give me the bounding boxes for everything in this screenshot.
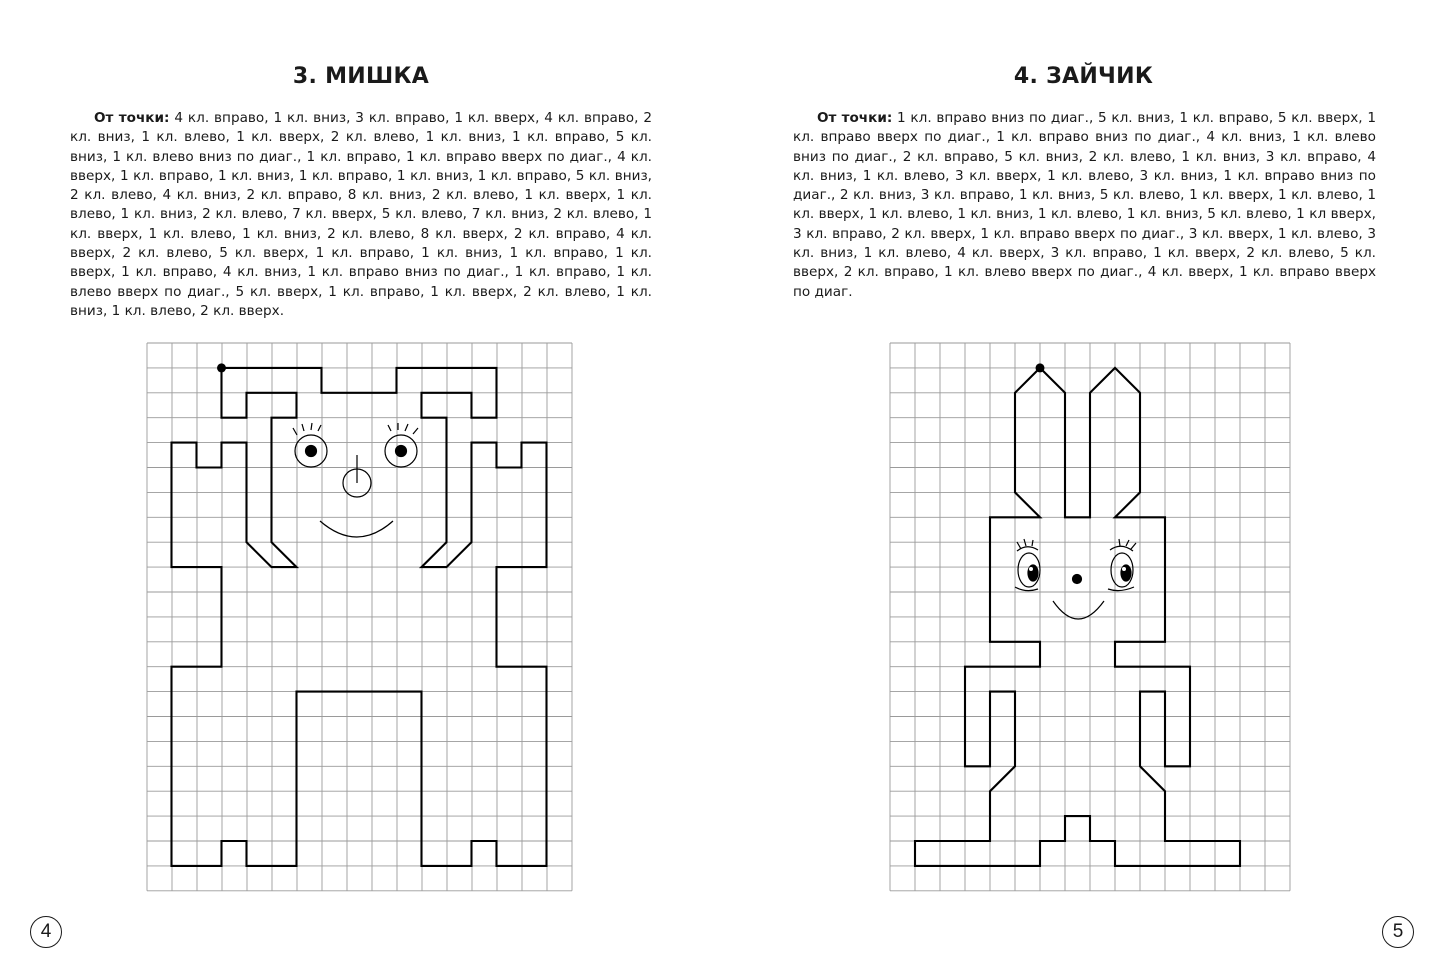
start-point-dot	[217, 363, 226, 372]
instructions	[793, 109, 1376, 302]
right-eye-icon	[1108, 539, 1136, 591]
instructions	[70, 109, 652, 321]
instructions-body: 1 кл. вправо вниз по диаг., 5 кл. вниз, 1 кл. вправо, 5 кл. вверх, 1 кл. вправо вверх по диаг., 1 кл. вправо вниз по диаг., 4 кл. вниз, 1 кл. влево вниз по диаг., 2 кл. вправо, 5 кл. вниз, 2 кл. влево, 1 кл. вниз, 3 кл. вправо, 4 кл. вниз, 1 кл. влево, 3 кл. вверх, 1 кл. влево, 3 кл. вниз, 1 кл. вправо вниз по диаг., 2 кл. вниз, 3 кл. вправо, 1 кл. вниз, 5 кл. влево, 1 кл. вверх, 1 кл. влево, 1 кл. вверх, 1 кл. влево, 1 кл. вниз, 1 кл. влево, 1 кл. вниз, 5 кл. влево, 1 кл вверх, 3 кл. вправо, 2 кл. вверх, 1 кл. вправо вверх по диаг., 3 кл. вверх, 1 кл. влево, 3 кл. вниз, 1 кл. влево, 4 кл. вверх, 3 кл. вправо, 1 кл. вверх, 2 кл. влево, 5 кл. вверх, 2 кл. вправо, 1 кл. влево вверх по диаг., 4 кл. вверх, 1 кл. вправо вверх по диаг.	[793, 110, 1377, 300]
smile-mouth	[1053, 601, 1104, 619]
page-title: 4. ЗАЙЧИК	[1013, 64, 1154, 89]
page-left	[0, 0, 722, 972]
instructions-lead: От точки:	[94, 110, 170, 126]
right-eye-icon	[385, 423, 418, 467]
page-title: 3. МИШКА	[292, 64, 430, 89]
bear-drawing-grid	[147, 343, 571, 891]
start-point-dot	[1036, 363, 1045, 372]
left-eye-icon	[1015, 539, 1040, 591]
bear-face	[293, 423, 418, 537]
page-number: 5	[1382, 916, 1414, 948]
smile-mouth	[320, 521, 393, 537]
page-number: 4	[30, 916, 62, 948]
instructions-body: 4 кл. вправо, 1 кл. вниз, 3 кл. вправо, 1 кл. вверх, 4 кл. вправо, 2 кл. вниз, 1 кл. влево, 1 кл. вверх, 2 кл. влево, 1 кл. вниз, 1 кл. вправо, 5 кл. вниз, 1 кл. влево вниз по диаг., 1 кл. вправо, 1 кл. вправо вверх по диаг., 4 кл. вверх, 1 кл. вправо, 1 кл. вниз, 1 кл. вправо, 1 кл. вниз, 1 кл. вправо, 5 кл. вниз, 2 кл. влево, 4 кл. вниз, 2 кл. вправо, 8 кл. вниз, 2 кл. влево, 1 кл. вверх, 1 кл. влево, 1 кл. вниз, 2 кл. влево, 7 кл. вверх, 5 кл. влево, 7 кл. вниз, 2 кл. влево, 1 кл. вверх, 1 кл. влево, 1 кл. вниз, 2 кл. влево, 8 кл. вверх, 2 кл. вправо, 4 кл. вверх, 2 кл. влево, 5 кл. вверх, 1 кл. вправо, 1 кл. вниз, 1 кл. вправо, 1 кл. вверх, 1 кл. вправо, 4 кл. вниз, 1 кл. вправо вниз по диаг., 1 кл. вправо, 1 кл. влево вверх по диаг., 5 кл. вверх, 1 кл. вправо, 1 кл. вверх, 2 кл. влево, 1 кл. вниз, 1 кл. влево, 2 кл. вверх.	[70, 110, 652, 319]
page-right	[722, 0, 1445, 972]
grid-lines	[147, 343, 572, 891]
instructions-lead: От точки:	[817, 110, 893, 126]
nose-icon	[1073, 575, 1082, 584]
bunny-face	[1015, 539, 1136, 619]
bunny-drawing-grid	[890, 343, 1290, 891]
